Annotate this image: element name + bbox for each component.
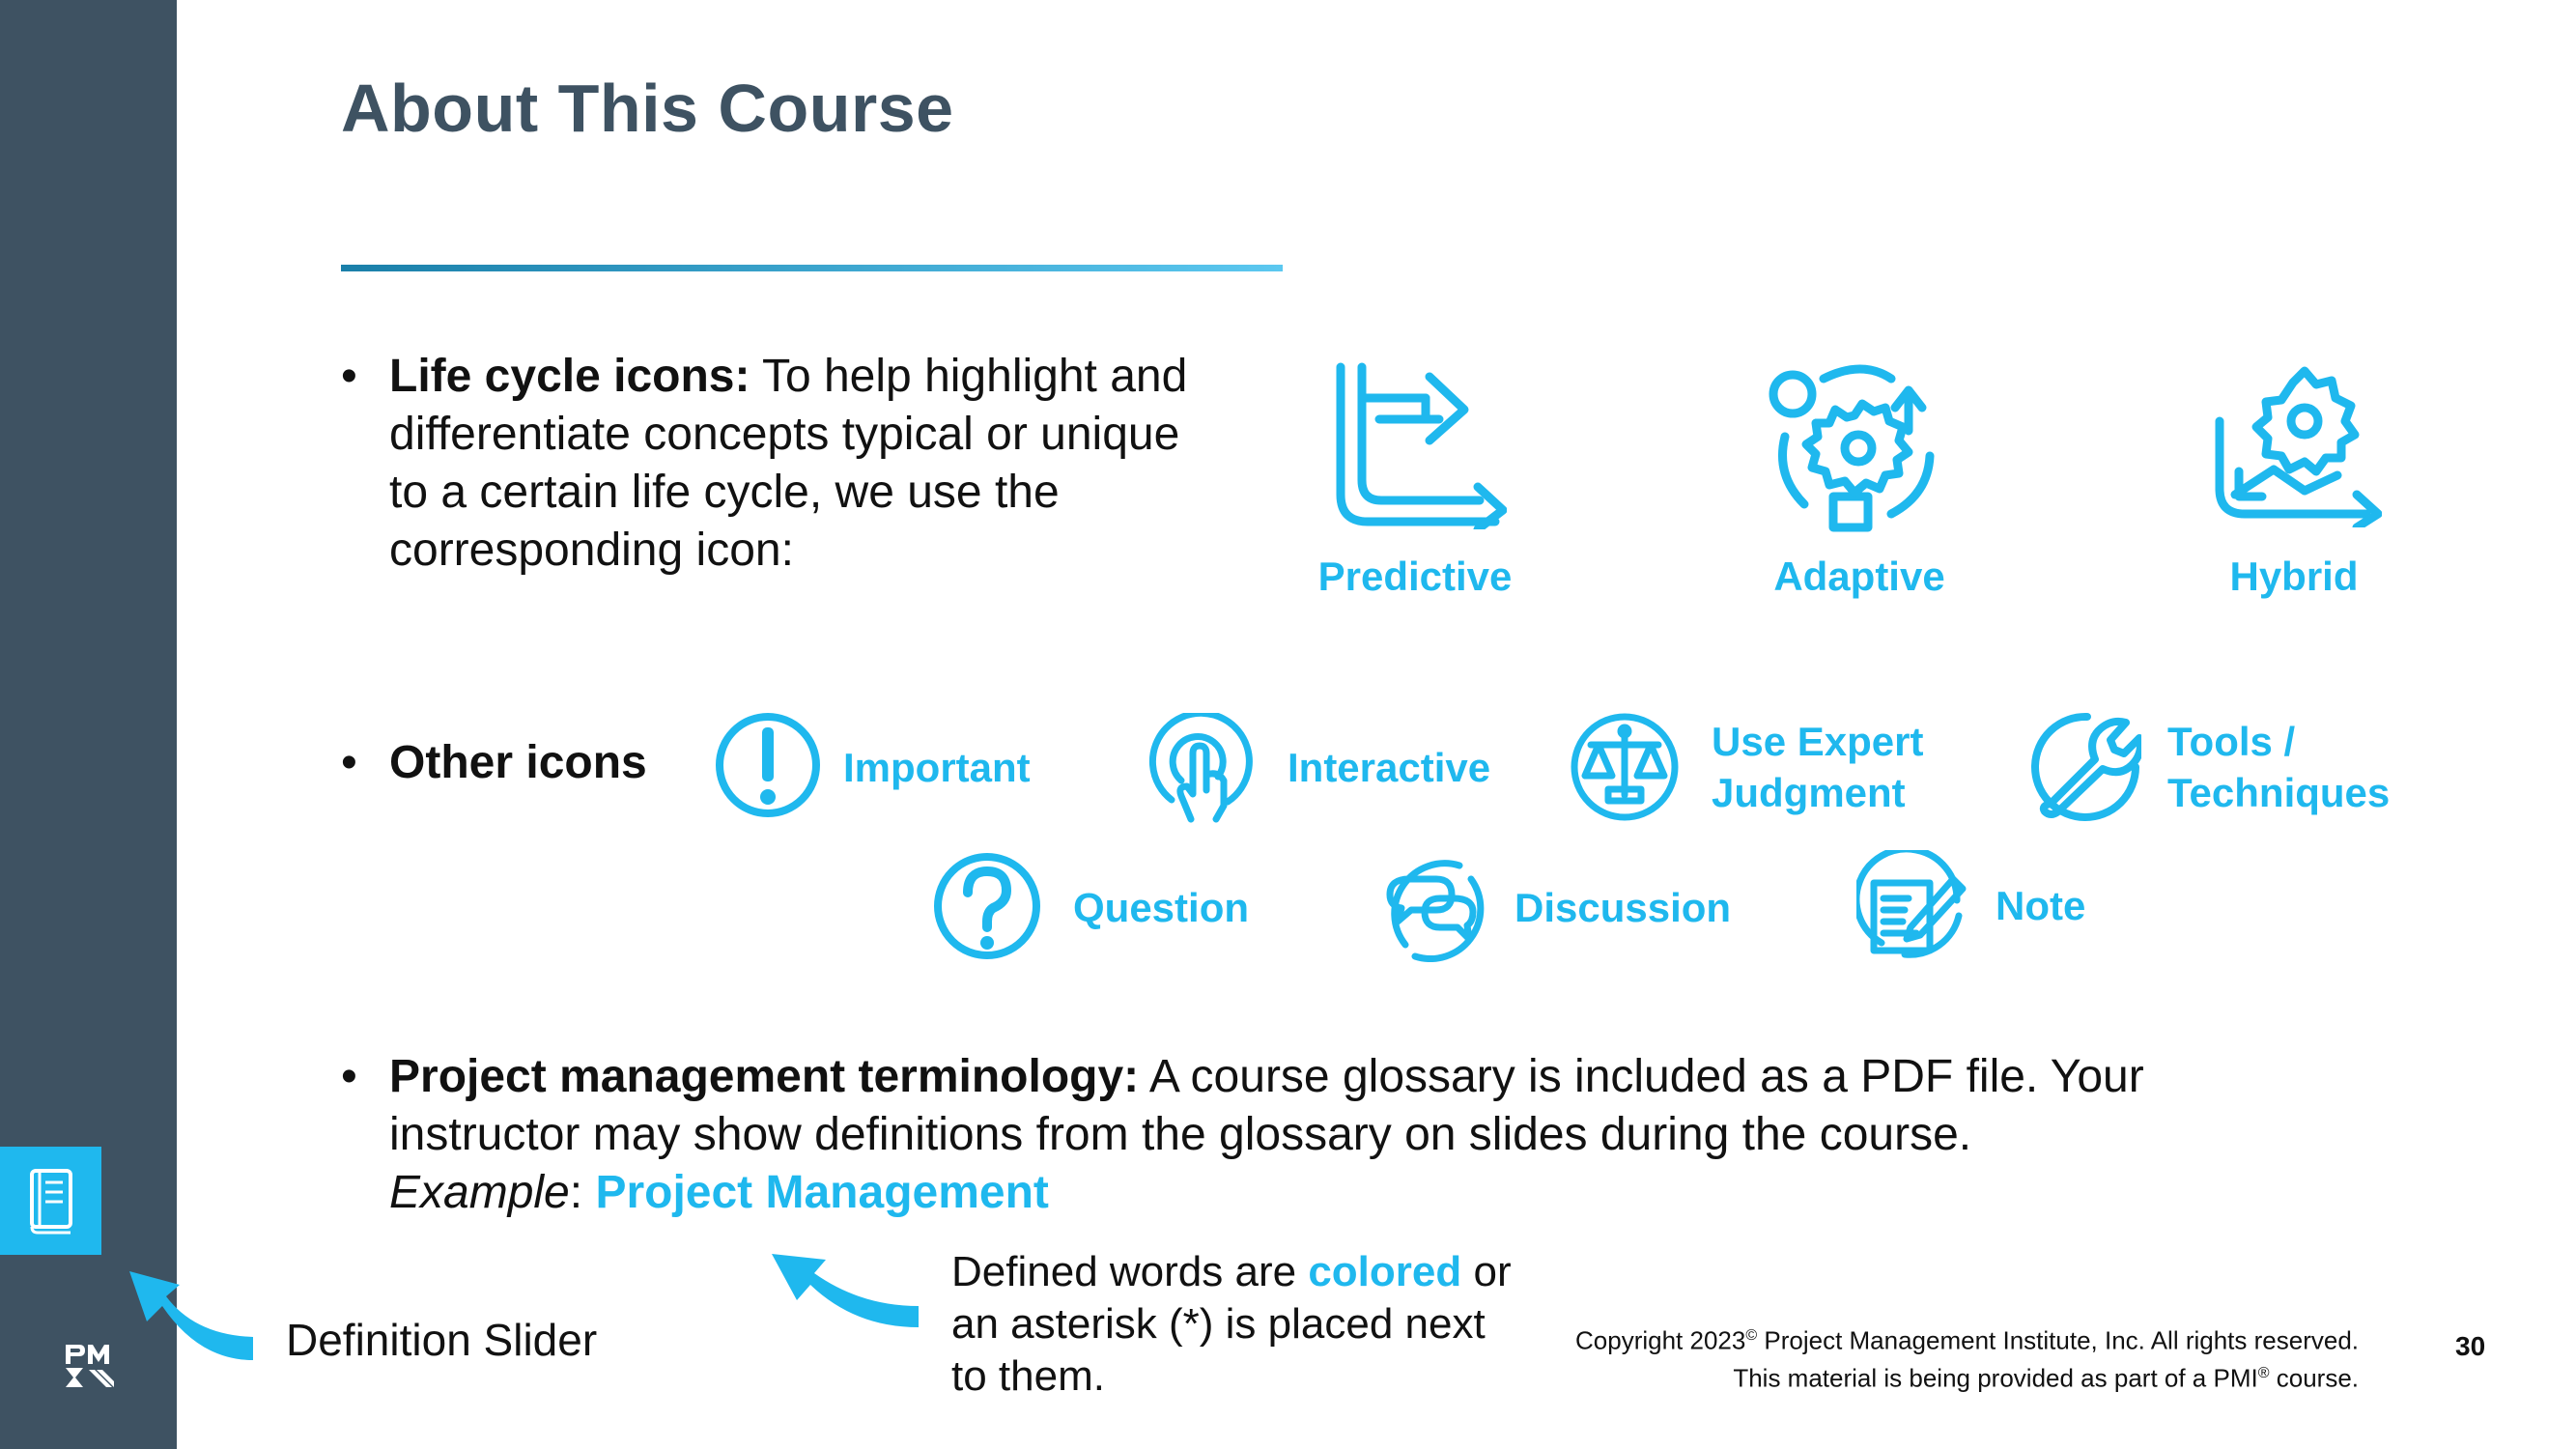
other-icons-heading: Other icons <box>389 737 647 788</box>
note-label: Note <box>1996 883 2086 928</box>
discussion-label: Discussion <box>1514 885 1732 930</box>
copyright-notice <box>1575 1320 2359 1394</box>
bullet-dot: • <box>341 351 357 402</box>
interactive-label: Interactive <box>1288 745 1491 790</box>
copyright-line-1 <box>1575 1320 2359 1357</box>
predictive-label: Predictive <box>1317 554 1513 599</box>
tools-icon <box>2031 711 2141 821</box>
adaptive-icon <box>1766 359 1943 533</box>
defined-words-note <box>951 1246 1550 1403</box>
defined-words-text-3: an asterisk (*) is placed next <box>951 1300 1486 1348</box>
page-number: 30 <box>2455 1331 2486 1361</box>
discussion-icon <box>1376 852 1486 962</box>
question-icon <box>933 852 1041 960</box>
terminology-heading: Project management terminology: <box>389 1051 1140 1102</box>
example-separator: : <box>569 1167 583 1218</box>
lifecycle-paragraph <box>389 348 1201 580</box>
defined-words-text-2: or <box>1473 1248 1512 1295</box>
copyright-line2-b: course. <box>2276 1363 2359 1393</box>
terminology-text: A course glossary is included as a PDF file. Your instructor may show definitions from the glossary on slides during the course. <box>389 1051 2144 1160</box>
lifecycle-text: To help highlight and differentiate concepts typical or unique to a certain life cycle, we use the corresponding icon: <box>389 351 1188 576</box>
important-label: Important <box>843 745 1031 790</box>
registered-mark: ® <box>2257 1364 2270 1381</box>
expert-judgment-label <box>1712 716 1943 818</box>
predictive-icon <box>1333 359 1507 529</box>
question-label: Question <box>1073 885 1250 930</box>
arrow-icon <box>772 1254 919 1327</box>
copyright-line-2 <box>1575 1357 2359 1395</box>
important-icon <box>715 712 821 818</box>
copyright-mark: © <box>1745 1327 1758 1344</box>
colored-word: colored <box>1308 1248 1462 1295</box>
definition-slider-label: Definition Slider <box>286 1315 598 1365</box>
tools-label: Tools / Techniques <box>2167 719 2391 815</box>
definition-slider-button[interactable] <box>0 1147 101 1255</box>
book-icon <box>24 1167 78 1235</box>
bullet-dot: • <box>341 1051 357 1102</box>
example-term-link[interactable]: Project Management <box>595 1167 1049 1218</box>
page-title: About This Course <box>341 71 954 146</box>
adaptive-label: Adaptive <box>1773 554 1945 599</box>
hybrid-icon <box>2212 363 2382 527</box>
lifecycle-heading: Life cycle icons: <box>389 351 750 402</box>
copyright-rest: Project Management Institute, Inc. All rights reserved. <box>1764 1325 2359 1355</box>
example-line <box>389 1164 1049 1222</box>
bullet-dot: • <box>341 737 357 788</box>
example-label: Example <box>389 1167 570 1218</box>
defined-words-text-4: to them. <box>951 1352 1105 1400</box>
defined-words-text-1: Defined words are <box>951 1248 1297 1295</box>
expert-judgment-icon <box>1570 712 1680 822</box>
copyright-line2-a: This material is being provided as part of a PMI <box>1733 1363 2258 1393</box>
title-underline <box>341 265 1283 271</box>
terminology-paragraph <box>389 1048 2263 1164</box>
pmi-logo <box>64 1343 116 1389</box>
interactive-icon <box>1143 713 1253 823</box>
hybrid-label: Hybrid <box>2229 554 2359 599</box>
arrow-icon <box>124 1267 259 1364</box>
expert-judgment-label-text: Use Expert Judgment <box>1712 719 1924 815</box>
copyright-prefix: Copyright 2023 <box>1575 1325 1746 1355</box>
note-icon <box>1856 850 1968 960</box>
